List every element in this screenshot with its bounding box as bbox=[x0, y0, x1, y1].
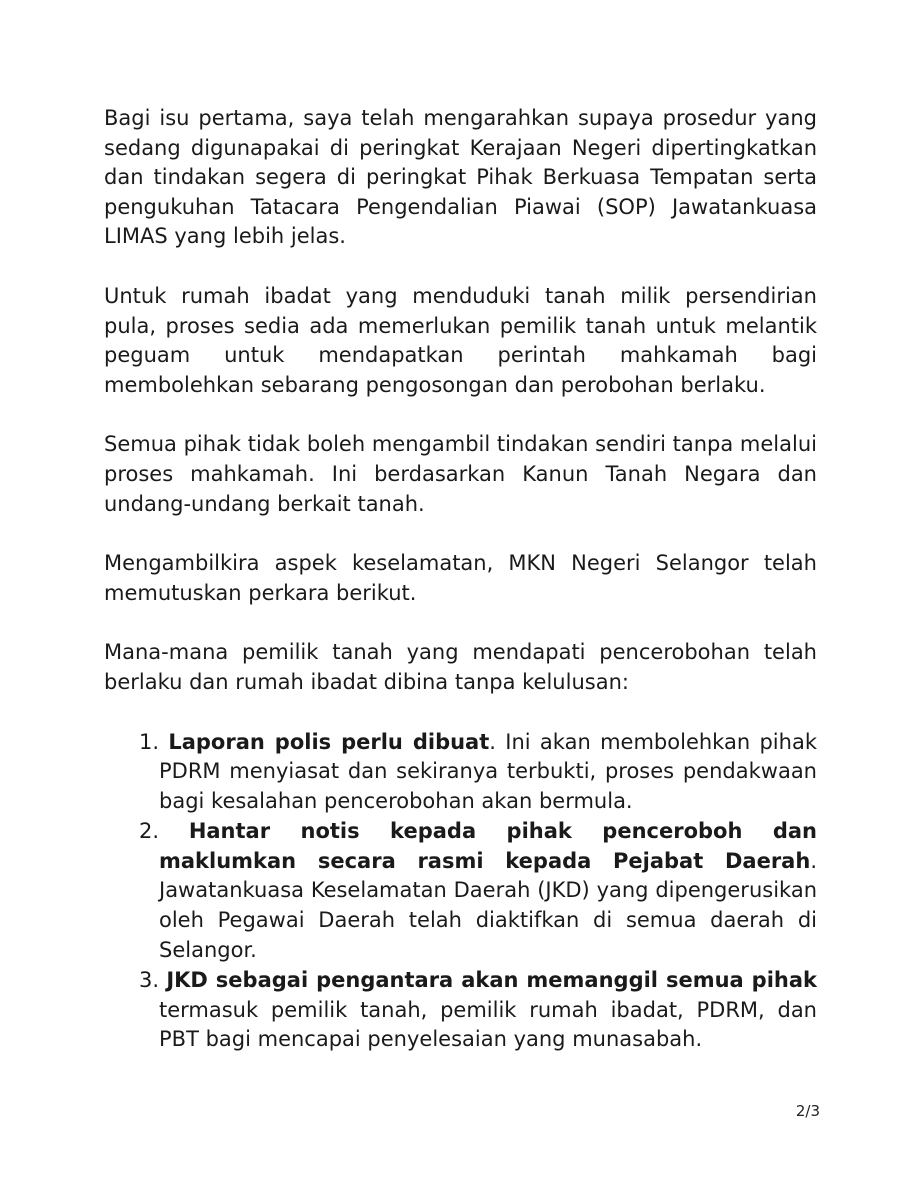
paragraph-private-land: Untuk rumah ibadat yang menduduki tanah milik persendirian pula, proses sedia ada memerlukan pemilik tanah untuk melantik peguam untuk mendapatkan perintah mahkamah bagi membolehkan sebarang pengosongan dan perobohan berlaku. bbox=[104, 283, 817, 397]
list-item bbox=[104, 817, 817, 965]
paragraph-first-issue: Bagi isu pertama, saya telah mengarahkan supaya prosedur yang sedang digunapakai di peringkat Kerajaan Negeri dipertingkatkan dan tindakan segera di peringkat Pihak Berkuasa Tempatan serta pengukuhan Tatacara Pengendalian Piawai (SOP) Jawatankuasa LIMAS yang lebih jelas. bbox=[104, 106, 817, 249]
numbered-list bbox=[104, 728, 817, 1056]
list-item-bold: Laporan polis perlu dibuat bbox=[168, 729, 490, 754]
paragraph-court-process: Semua pihak tidak boleh mengambil tindakan sendiri tanpa melalui proses mahkamah. Ini berdasarkan Kanun Tanah Negara dan undang-undang berkait tanah. bbox=[104, 432, 817, 516]
list-item-bold: Hantar notis kepada pihak penceroboh dan maklumkan secara rasmi kepada Pejabat Daerah bbox=[159, 819, 817, 873]
page-number: 2/3 bbox=[795, 1102, 820, 1120]
list-item-rest: termasuk pemilik tanah, pemilik rumah ibadat, PDRM, dan PBT bagi mencapai penyelesaian yang munasabah. bbox=[159, 997, 817, 1052]
list-item-text bbox=[159, 817, 817, 965]
paragraph-safety-aspect: Mengambilkira aspek keselamatan, MKN Negeri Selangor telah memutuskan perkara berikut. bbox=[104, 551, 817, 605]
paragraph-land-owners: Mana-mana pemilik tanah yang mendapati pencerobohan telah berlaku dan rumah ibadat dibina tanpa kelulusan: bbox=[104, 640, 817, 694]
list-item bbox=[104, 966, 817, 1055]
list-item-number: 3. bbox=[138, 968, 159, 993]
list-item-text bbox=[159, 966, 817, 1055]
list-item-number: 2. bbox=[138, 819, 159, 844]
list-item-text bbox=[159, 728, 817, 817]
list-item-number: 1. bbox=[138, 729, 159, 754]
list-item bbox=[104, 728, 817, 817]
list-item-rest: . Ini akan membolehkan pihak PDRM menyiasat dan sekiranya terbukti, proses pendakwaan bagi kesalahan pencerobohan akan bermula. bbox=[159, 729, 817, 813]
document-body bbox=[104, 104, 817, 1056]
list-item-bold: JKD sebagai pengantara akan memanggil semua pihak bbox=[166, 968, 817, 993]
list-item-rest: . Jawatankuasa Keselamatan Daerah (JKD) yang dipengerusikan oleh Pegawai Daerah telah diaktifkan di semua daerah di Selangor. bbox=[159, 848, 817, 962]
